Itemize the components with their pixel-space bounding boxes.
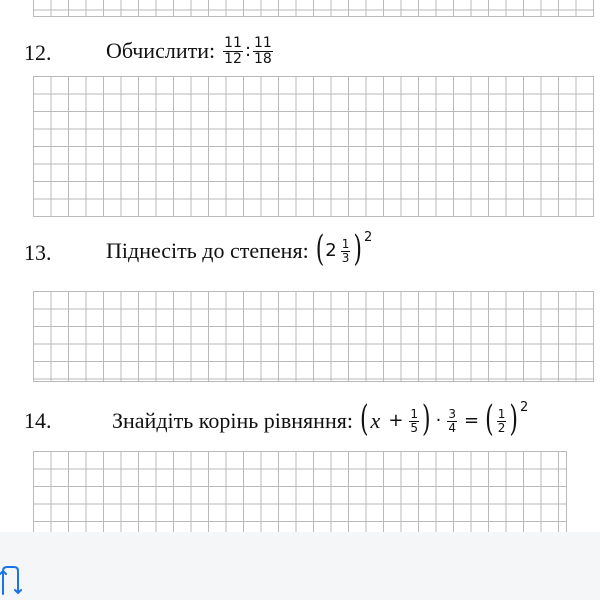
bottom-toolbar: [0, 532, 600, 600]
task-12-text: Обчислити:: [106, 38, 216, 63]
task-14-fraction-1: $\frac{1}{5}$: [410, 406, 419, 435]
answer-grid-top: [33, 0, 594, 17]
task-12-number: 12.: [24, 40, 52, 65]
task-14-plus: +: [388, 410, 404, 431]
answer-grid-13: [33, 291, 594, 382]
task-14-fraction-3: $\frac{1}{2}$: [497, 406, 506, 435]
task-12-fraction-a: $\frac{11}{12}$: [224, 34, 242, 67]
task-14-line: Знайдіть корінь рівняння: ( x + $\frac{1}{5}$ ) · $\frac{3}{4}$ = ( $\frac{1}{2}$ ) 2: [112, 399, 529, 441]
share-arrow-icon[interactable]: [0, 565, 26, 595]
task-13-line: Піднесіть до степеня: ( 2 $\frac{1}{3}$ ) 2: [106, 229, 373, 271]
task-14-text: Знайдіть корінь рівняння:: [112, 408, 353, 433]
task-14-dot: ·: [435, 410, 442, 431]
task-14-power: 2: [519, 399, 529, 415]
task-14-equals: =: [464, 410, 480, 431]
task-12-operator: :: [244, 40, 252, 61]
task-12-line: [106, 28, 275, 74]
task-13-power: 2: [363, 229, 373, 245]
answer-grid-12: [33, 76, 594, 217]
task-14-fraction-2: $\frac{3}{4}$: [448, 406, 457, 435]
task-13-text: Піднесіть до степеня:: [106, 238, 309, 263]
task-13-number: 13.: [24, 240, 52, 265]
task-14-variable: x: [370, 408, 381, 433]
task-13-whole: 2: [325, 240, 337, 261]
task-13-fraction: $\frac{1}{3}$: [341, 236, 350, 265]
task-14-number: 14.: [24, 408, 52, 433]
task-12-fraction-b: $\frac{11}{18}$: [254, 34, 272, 67]
